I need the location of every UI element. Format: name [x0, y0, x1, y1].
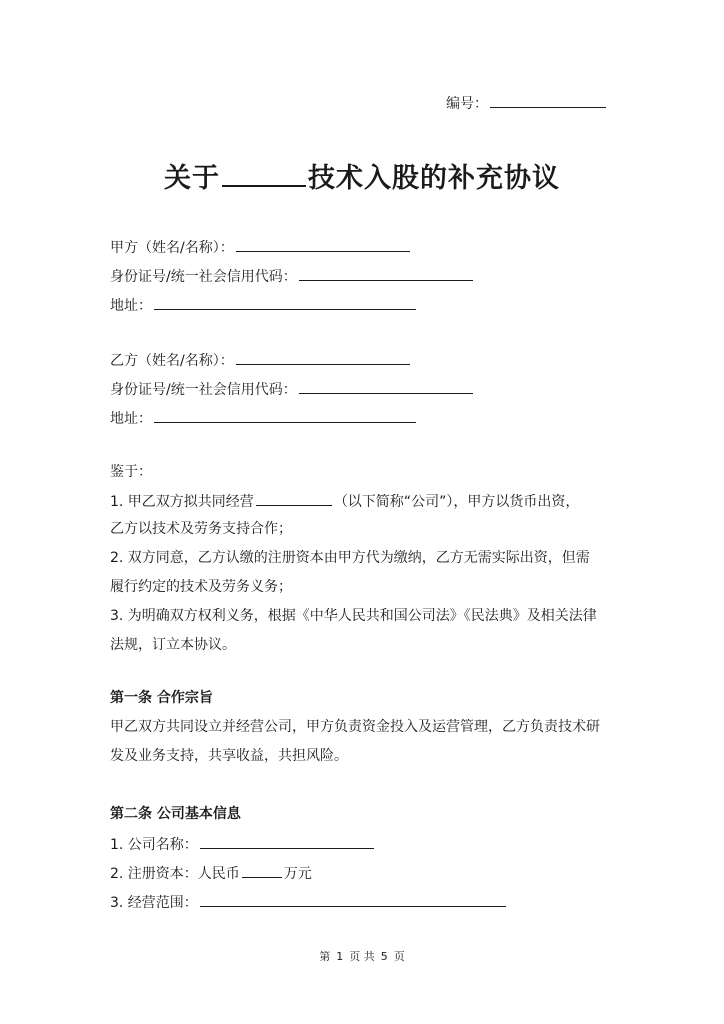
party-a-id-blank[interactable] [299, 265, 473, 281]
party-a-id-label: 身份证号/统一社会信用代码： [110, 269, 297, 285]
business-scope-blank[interactable] [200, 891, 506, 907]
footer-page-current: 1 [336, 950, 344, 963]
company-name-label: 1. 公司名称： [110, 837, 198, 853]
party-a-address-blank[interactable] [154, 294, 416, 310]
document-title [0, 156, 724, 195]
title-blank[interactable] [222, 161, 306, 187]
title-suffix: 技术入股的补充协议 [308, 163, 560, 194]
whereas-item-1-text-b: （以下简称“公司”），甲方以货币出资， [333, 494, 580, 510]
party-a-name-blank[interactable] [236, 236, 410, 252]
whereas-item-1-line-1 [110, 490, 579, 512]
footer-page-mid: 页 共 [349, 950, 375, 963]
party-a-name-label: 甲方（姓名/名称）： [110, 240, 234, 256]
party-b-id-line [110, 378, 475, 400]
footer-page-total: 5 [380, 950, 388, 963]
business-scope-line [110, 891, 508, 913]
party-b-name-blank[interactable] [236, 349, 410, 365]
article-1-line-1: 甲乙双方共同设立并经营公司，甲方负责资金投入及运营管理，乙方负责技术研 [110, 719, 600, 735]
registered-capital-blank[interactable] [242, 862, 282, 878]
company-name-blank[interactable] [200, 833, 374, 849]
whereas-item-3-line-2: 法规，订立本协议。 [110, 637, 236, 653]
party-a-id-line [110, 265, 475, 287]
party-b-id-label: 身份证号/统一社会信用代码： [110, 382, 297, 398]
whereas-item-2-line-2: 履行约定的技术及劳务义务； [110, 579, 292, 595]
party-b-name-label: 乙方（姓名/名称）： [110, 353, 234, 369]
article-1-line-2: 发及业务支持，共享收益，共担风险。 [110, 748, 348, 764]
whereas-item-3-line-1: 3. 为明确双方权利义务，根据《中华人民共和国公司法》《民法典》及相关法律 [110, 608, 597, 624]
serial-number-line [446, 92, 608, 113]
title-prefix: 关于 [164, 163, 220, 194]
party-a-address-label: 地址： [110, 298, 152, 314]
party-b-id-blank[interactable] [299, 378, 473, 394]
article-1-heading: 第一条 合作宗旨 [110, 690, 213, 706]
party-b-name-line [110, 349, 412, 371]
registered-capital-unit: 万元 [283, 866, 312, 882]
page-footer [0, 948, 724, 964]
footer-page-prefix: 第 [319, 950, 331, 963]
company-name-line [110, 833, 376, 855]
party-a-name-line [110, 236, 412, 258]
registered-capital-line [110, 862, 312, 884]
whereas-label: 鉴于： [110, 464, 152, 480]
whereas-item-1-text-a: 1. 甲乙双方拟共同经营 [110, 494, 254, 510]
serial-number-label: 编号： [446, 96, 488, 112]
registered-capital-label: 2. 注册资本：人民币 [110, 866, 240, 882]
business-scope-label: 3. 经营范围： [110, 895, 198, 911]
party-a-address-line [110, 294, 418, 316]
footer-page-suffix: 页 [393, 950, 405, 963]
whereas-item-2-line-1: 2. 双方同意，乙方认缴的注册资本由甲方代为缴纳，乙方无需实际出资，但需 [110, 550, 590, 566]
whereas-business-blank[interactable] [256, 490, 332, 506]
article-2-heading: 第二条 公司基本信息 [110, 806, 241, 822]
serial-number-blank[interactable] [490, 92, 606, 108]
party-b-address-label: 地址： [110, 411, 152, 427]
party-b-address-blank[interactable] [154, 407, 416, 423]
party-b-address-line [110, 407, 418, 429]
whereas-item-1-line-2: 乙方以技术及劳务支持合作； [110, 521, 292, 537]
